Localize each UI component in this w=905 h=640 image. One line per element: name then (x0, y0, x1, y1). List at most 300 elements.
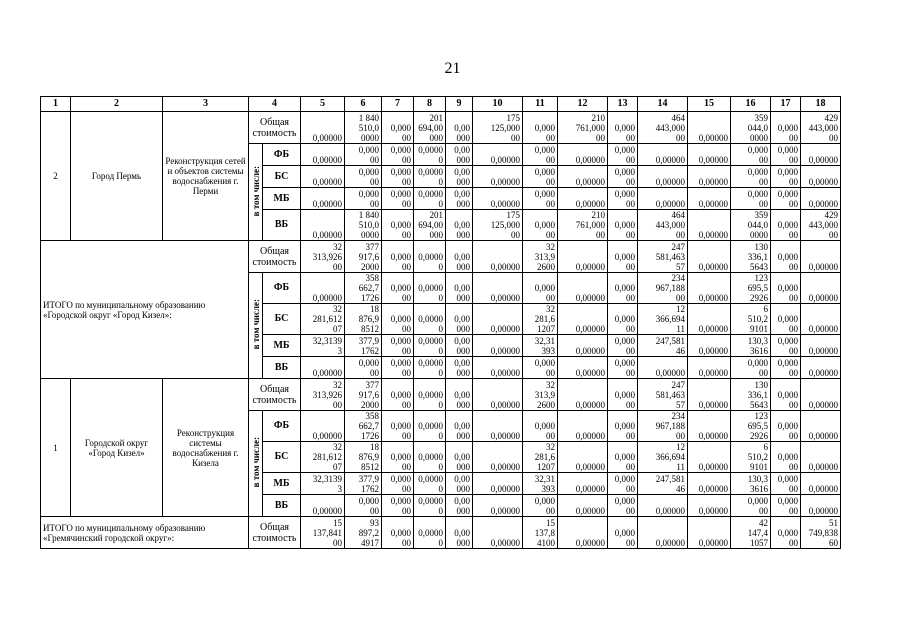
value-line: 281,612 (312, 314, 342, 324)
value-line: 0,00000 (698, 262, 728, 272)
value-cell (608, 210, 638, 241)
value-line: 0 (438, 293, 443, 303)
total-cost-label: Общая стоимость (249, 241, 301, 273)
value-cell (801, 517, 841, 549)
value-cell (446, 335, 473, 357)
value-cell (688, 112, 731, 144)
value-cell (345, 442, 382, 473)
value-cell (801, 210, 841, 241)
table-row (41, 241, 841, 273)
value-line: 0,000 (777, 528, 798, 538)
value-line: 0,000 (534, 123, 555, 133)
value-cell (688, 442, 731, 473)
value-line: 336,1 (747, 390, 768, 400)
header-cell: 16 (731, 97, 771, 112)
value-cell (382, 304, 414, 335)
value-line: 2926 (750, 431, 768, 441)
value-cell (608, 411, 638, 442)
value-line: 0,0000 (418, 167, 443, 177)
value-cell (638, 210, 688, 241)
value-line: 00 (402, 431, 411, 441)
value-line: 0,00000 (698, 462, 728, 472)
value-cell (558, 411, 608, 442)
value-line: 0,00000 (698, 199, 728, 209)
value-line: 0,000 (777, 145, 798, 155)
value-cell (801, 188, 841, 210)
value-line: 32 (333, 304, 342, 314)
value-line: 0,0000 (418, 145, 443, 155)
value-cell (558, 273, 608, 304)
value-cell (558, 442, 608, 473)
value-line: 0 (438, 155, 443, 165)
value-line: 0,000 (614, 252, 635, 262)
value-cell (473, 442, 523, 473)
value-cell (382, 473, 414, 495)
value-cell (301, 473, 345, 495)
value-line: 00 (333, 400, 342, 410)
value-line: 694,00 (418, 220, 443, 230)
value-cell (414, 517, 446, 549)
value-line: 000 (456, 400, 470, 410)
value-cell (345, 241, 382, 273)
value-line: 6 (763, 442, 768, 452)
value-line: 32 (546, 442, 555, 452)
value-line: 313,9 (534, 390, 555, 400)
header-cell: 4 (249, 97, 301, 112)
value-line: 377,9 (358, 336, 379, 346)
value-cell (446, 473, 473, 495)
value-cell (771, 166, 801, 188)
value-line: 32 (546, 304, 555, 314)
value-cell (558, 210, 608, 241)
value-line: 0,00000 (808, 155, 838, 165)
value-line: 125,000 (490, 220, 520, 230)
value-line: 393 (541, 346, 555, 356)
value-line: 00 (626, 133, 635, 143)
value-cell (414, 112, 446, 144)
value-line: 0,0000 (418, 390, 443, 400)
value-line: 0 (438, 506, 443, 516)
value-cell (301, 495, 345, 517)
value-line: 464 (671, 210, 685, 220)
value-cell (558, 357, 608, 379)
value-line: 000 (456, 324, 470, 334)
value-cell (801, 166, 841, 188)
value-line: 2600 (537, 400, 555, 410)
value-cell (382, 379, 414, 411)
value-cell (523, 357, 558, 379)
value-line: 0,000 (777, 314, 798, 324)
total-cost-label: Общая стоимость (249, 379, 301, 411)
value-cell (345, 144, 382, 166)
value-cell (382, 210, 414, 241)
value-line: 0,00000 (490, 431, 520, 441)
value-cell (523, 473, 558, 495)
value-line: 0,000 (777, 167, 798, 177)
value-line: 0,00000 (490, 400, 520, 410)
value-line: 0,00 (454, 145, 470, 155)
value-cell (414, 166, 446, 188)
value-line: 123 (754, 273, 768, 283)
value-line: 00 (789, 230, 798, 240)
value-cell (608, 144, 638, 166)
value-line: 0,00000 (808, 368, 838, 378)
value-line: 662,7 (358, 421, 379, 431)
value-cell (771, 112, 801, 144)
value-cell (771, 442, 801, 473)
fund-source-label: ФБ (263, 144, 301, 166)
value-cell (473, 304, 523, 335)
value-line: 0 (438, 400, 443, 410)
value-cell (414, 473, 446, 495)
value-line: 1 840 (358, 113, 379, 123)
value-line: 2600 (537, 262, 555, 272)
value-line: 32 (333, 442, 342, 452)
value-line: 00 (789, 506, 798, 516)
value-line: 0,000 (358, 496, 379, 506)
value-line: 00 (789, 177, 798, 187)
value-cell (801, 473, 841, 495)
value-line: 0,000 (534, 283, 555, 293)
value-line: 00 (759, 506, 768, 516)
value-cell (523, 411, 558, 442)
value-line: 46 (676, 484, 685, 494)
value-line: 0,000 (777, 123, 798, 133)
value-line: 0,0000 (418, 189, 443, 199)
value-line: 0,0000 (418, 452, 443, 462)
value-line: 0000 (361, 230, 379, 240)
value-line: 147,4 (747, 528, 768, 538)
value-cell (731, 442, 771, 473)
value-line: 00 (596, 133, 605, 143)
value-cell (523, 144, 558, 166)
value-line: 00 (676, 230, 685, 240)
value-line: 0,00 (454, 358, 470, 368)
value-cell (801, 273, 841, 304)
header-cell: 11 (523, 97, 558, 112)
value-cell (558, 188, 608, 210)
value-line: 0,000 (777, 390, 798, 400)
value-line: 00 (626, 484, 635, 494)
value-line: 2000 (361, 262, 379, 272)
value-cell (608, 517, 638, 549)
value-line: 00 (546, 368, 555, 378)
value-cell (301, 144, 345, 166)
value-cell (638, 304, 688, 335)
value-line: 0,00000 (575, 293, 605, 303)
value-cell (731, 379, 771, 411)
value-line: 0,00000 (312, 199, 342, 209)
value-cell (771, 273, 801, 304)
value-cell (638, 166, 688, 188)
value-cell (608, 273, 638, 304)
value-cell (688, 379, 731, 411)
value-line: 00 (676, 293, 685, 303)
value-line: 130,3 (747, 474, 768, 484)
value-line: 0,0000 (418, 496, 443, 506)
value-cell (688, 166, 731, 188)
value-cell (414, 411, 446, 442)
value-cell (382, 273, 414, 304)
value-line: 0,00000 (312, 368, 342, 378)
value-line: 0,0000 (418, 358, 443, 368)
value-line: 00 (546, 133, 555, 143)
value-line: 00 (789, 462, 798, 472)
value-line: 695,5 (747, 421, 768, 431)
value-line: 761,000 (575, 123, 605, 133)
value-line: 0,000 (534, 145, 555, 155)
value-cell (558, 495, 608, 517)
value-cell (608, 241, 638, 273)
value-line: 0,00 (454, 452, 470, 462)
value-line: 0,00000 (698, 506, 728, 516)
value-line: 000 (456, 199, 470, 209)
value-cell (558, 241, 608, 273)
value-line: 130,3 (747, 336, 768, 346)
value-line: 0,000 (777, 358, 798, 368)
value-line: 1726 (361, 431, 379, 441)
value-cell (446, 304, 473, 335)
value-line: 000 (429, 230, 443, 240)
value-line: 917,6 (358, 252, 379, 262)
value-cell (301, 411, 345, 442)
value-line: 000 (456, 230, 470, 240)
value-line: 0,00 (454, 496, 470, 506)
value-line: 175 (506, 210, 520, 220)
value-line: 234 (671, 411, 685, 421)
value-line: 0,00000 (698, 484, 728, 494)
value-cell (345, 304, 382, 335)
value-line: 0,00000 (698, 346, 728, 356)
value-line: 00 (402, 506, 411, 516)
value-cell (801, 411, 841, 442)
value-line: 0,000 (614, 189, 635, 199)
value-line: 0 (438, 484, 443, 494)
value-line: 0,000 (614, 336, 635, 346)
value-cell (731, 517, 771, 549)
value-line: 11 (676, 462, 685, 472)
value-line: 0,00 (454, 167, 470, 177)
value-line: 00 (789, 293, 798, 303)
value-cell (414, 495, 446, 517)
value-line: 00 (626, 462, 635, 472)
value-cell (382, 357, 414, 379)
value-line: 125,000 (490, 123, 520, 133)
value-line: 0,000 (614, 220, 635, 230)
value-line: 876,9 (358, 314, 379, 324)
value-line: 0,0000 (418, 314, 443, 324)
value-line: 0,00000 (490, 324, 520, 334)
value-cell (473, 210, 523, 241)
value-line: 0000 (361, 133, 379, 143)
value-cell (414, 188, 446, 210)
header-cell: 3 (163, 97, 249, 112)
value-line: 0,00000 (575, 484, 605, 494)
value-cell (608, 379, 638, 411)
value-line: 044,0 (747, 220, 768, 230)
value-line: 00 (789, 324, 798, 334)
value-line: 07 (333, 462, 342, 472)
value-line: 0,000 (777, 336, 798, 346)
value-line: 60 (829, 538, 838, 548)
header-row (41, 97, 841, 112)
value-cell (382, 495, 414, 517)
value-line: 12 (676, 304, 685, 314)
value-cell (345, 112, 382, 144)
value-line: 1762 (361, 484, 379, 494)
value-line: 0,000 (614, 314, 635, 324)
value-line: 00 (370, 506, 379, 516)
value-line: 0,000 (358, 358, 379, 368)
header-cell: 8 (414, 97, 446, 112)
value-cell (558, 304, 608, 335)
value-cell (414, 335, 446, 357)
value-line: 00 (626, 368, 635, 378)
value-cell (301, 442, 345, 473)
value-line: 0,000 (614, 421, 635, 431)
table-row (41, 379, 841, 411)
project-description: Реконструкция системы водоснабжения г. Кизела (163, 379, 249, 517)
value-line: 00 (789, 346, 798, 356)
value-cell (731, 411, 771, 442)
value-line: 281,6 (534, 314, 555, 324)
value-line: 000 (456, 431, 470, 441)
header-cell: 1 (41, 97, 71, 112)
value-cell (771, 304, 801, 335)
value-cell (638, 379, 688, 411)
value-line: 0,00000 (698, 155, 728, 165)
value-cell (771, 379, 801, 411)
value-line: 0,000 (534, 496, 555, 506)
including-text: в том числе: (250, 165, 261, 217)
value-line: 0,00000 (808, 400, 838, 410)
value-cell (446, 357, 473, 379)
value-cell (446, 273, 473, 304)
fund-source-label: ВБ (263, 210, 301, 241)
value-cell (608, 473, 638, 495)
value-line: 5643 (750, 400, 768, 410)
including-text: в том числе: (250, 437, 261, 488)
value-line: 3616 (750, 484, 768, 494)
value-cell (382, 411, 414, 442)
value-line: 0,000 (390, 474, 411, 484)
value-line: 210 (591, 210, 605, 220)
value-line: 32,31 (534, 474, 555, 484)
value-line: 0,00000 (575, 400, 605, 410)
value-line: 00 (626, 324, 635, 334)
value-line: 137,841 (312, 528, 342, 538)
value-line: 0,00 (454, 421, 470, 431)
value-line: 00 (402, 133, 411, 143)
value-line: 0,00000 (490, 155, 520, 165)
fund-source-label: ФБ (263, 411, 301, 442)
value-line: 000 (456, 133, 470, 143)
value-line: 18 (370, 304, 379, 314)
value-line: 749,838 (808, 528, 838, 538)
value-line: 0 (438, 431, 443, 441)
fund-source-label: ВБ (263, 495, 301, 517)
value-cell (608, 112, 638, 144)
value-cell (731, 273, 771, 304)
value-line: 00 (333, 262, 342, 272)
value-line: 0,000 (614, 496, 635, 506)
value-line: 967,188 (655, 283, 685, 293)
value-line: 32 (333, 242, 342, 252)
value-line: 0000 (750, 230, 768, 240)
value-line: 377 (365, 380, 379, 390)
value-line: 0,0000 (418, 336, 443, 346)
value-line: 0,000 (747, 189, 768, 199)
value-line: 0,00 (454, 474, 470, 484)
value-line: 0,000 (747, 145, 768, 155)
value-line: 130 (754, 380, 768, 390)
value-cell (771, 188, 801, 210)
value-line: 46 (676, 346, 685, 356)
value-cell (688, 411, 731, 442)
value-line: 00 (402, 368, 411, 378)
value-cell (523, 188, 558, 210)
value-cell (731, 357, 771, 379)
value-line: 00 (402, 262, 411, 272)
value-cell (638, 495, 688, 517)
value-line: 00 (789, 484, 798, 494)
value-line: 0,000 (614, 528, 635, 538)
value-cell (523, 304, 558, 335)
value-line: 00 (626, 538, 635, 548)
value-cell (301, 241, 345, 273)
value-line: 00 (402, 293, 411, 303)
value-line: 000 (456, 155, 470, 165)
value-line: 57 (676, 400, 685, 410)
value-cell (523, 241, 558, 273)
value-cell (446, 241, 473, 273)
total-cost-label: Общая стоимость (249, 517, 301, 549)
value-line: 15 (546, 518, 555, 528)
value-cell (523, 335, 558, 357)
value-line: 443,000 (808, 220, 838, 230)
value-cell (301, 357, 345, 379)
value-line: 0,00000 (575, 262, 605, 272)
value-line: 32 (546, 380, 555, 390)
value-line: 00 (546, 431, 555, 441)
value-cell (345, 357, 382, 379)
value-line: 0,00000 (490, 293, 520, 303)
value-cell (446, 112, 473, 144)
value-line: 00 (789, 199, 798, 209)
value-cell (382, 112, 414, 144)
total-label: ИТОГО по муниципальному образованию «Гремячинский городской округ»: (41, 517, 249, 549)
value-line: 510,0 (358, 123, 379, 133)
value-line: 0,00000 (575, 462, 605, 472)
value-line: 044,0 (747, 123, 768, 133)
value-cell (771, 517, 801, 549)
value-line: 00 (546, 177, 555, 187)
value-line: 581,463 (655, 252, 685, 262)
value-cell (473, 411, 523, 442)
value-line: 0,00000 (808, 293, 838, 303)
value-cell (688, 335, 731, 357)
value-cell (446, 210, 473, 241)
value-cell (558, 112, 608, 144)
value-line: 0,00000 (655, 368, 685, 378)
value-line: 0,000 (777, 452, 798, 462)
value-line: 000 (456, 293, 470, 303)
value-line: 0,00000 (808, 484, 838, 494)
value-line: 175 (506, 113, 520, 123)
value-line: 210 (591, 113, 605, 123)
value-line: 0,000 (534, 358, 555, 368)
value-line: 00 (402, 462, 411, 472)
